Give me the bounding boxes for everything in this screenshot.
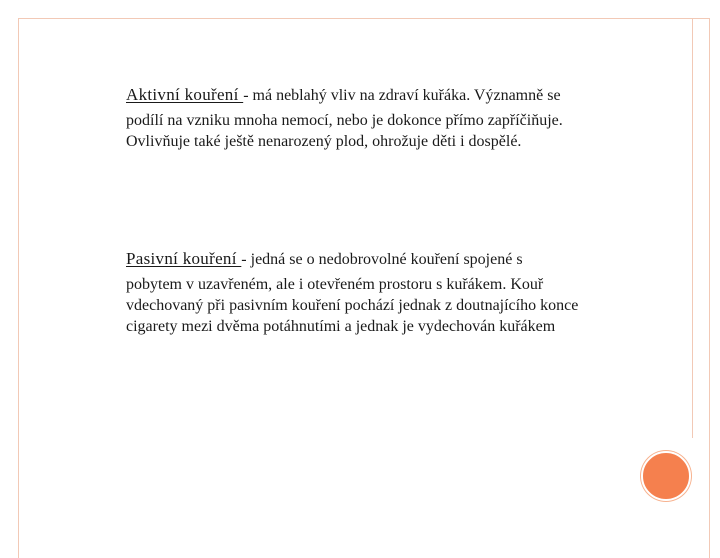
body-line: pobytem v uzavřeném, ale i otevřeném prostoru s kuřákem. Kouř	[126, 276, 544, 293]
lead-text: - má neblahý vliv na zdraví kuřáka. Významně se	[243, 87, 561, 104]
body-line: Ovlivňuje také ještě nenarozený plod, ohrožuje děti i dospělé.	[126, 133, 522, 150]
body-line: vdechovaný při pasivním kouření pochází jednak z doutnajícího konce	[126, 297, 579, 314]
lead-text: - jedná se o nedobrovolné kouření spojené s	[241, 251, 523, 268]
term-active-smoking: Aktivní kouření	[126, 85, 244, 104]
slide-margin-line	[692, 18, 693, 438]
body-line: podílí na vzniku mnoha nemocí, nebo je dokonce přímo zapříčiňuje.	[126, 112, 563, 129]
decorative-circle-icon	[641, 451, 691, 501]
paragraph-passive-smoking	[126, 248, 646, 337]
paragraph-lead-line	[126, 84, 646, 106]
paragraph-active-smoking	[126, 84, 646, 152]
term-passive-smoking: Pasivní kouření	[126, 249, 242, 268]
paragraph-lead-line	[126, 248, 646, 270]
body-line: cigarety mezi dvěma potáhnutími a jednak je vydechován kuřákem	[126, 318, 556, 335]
